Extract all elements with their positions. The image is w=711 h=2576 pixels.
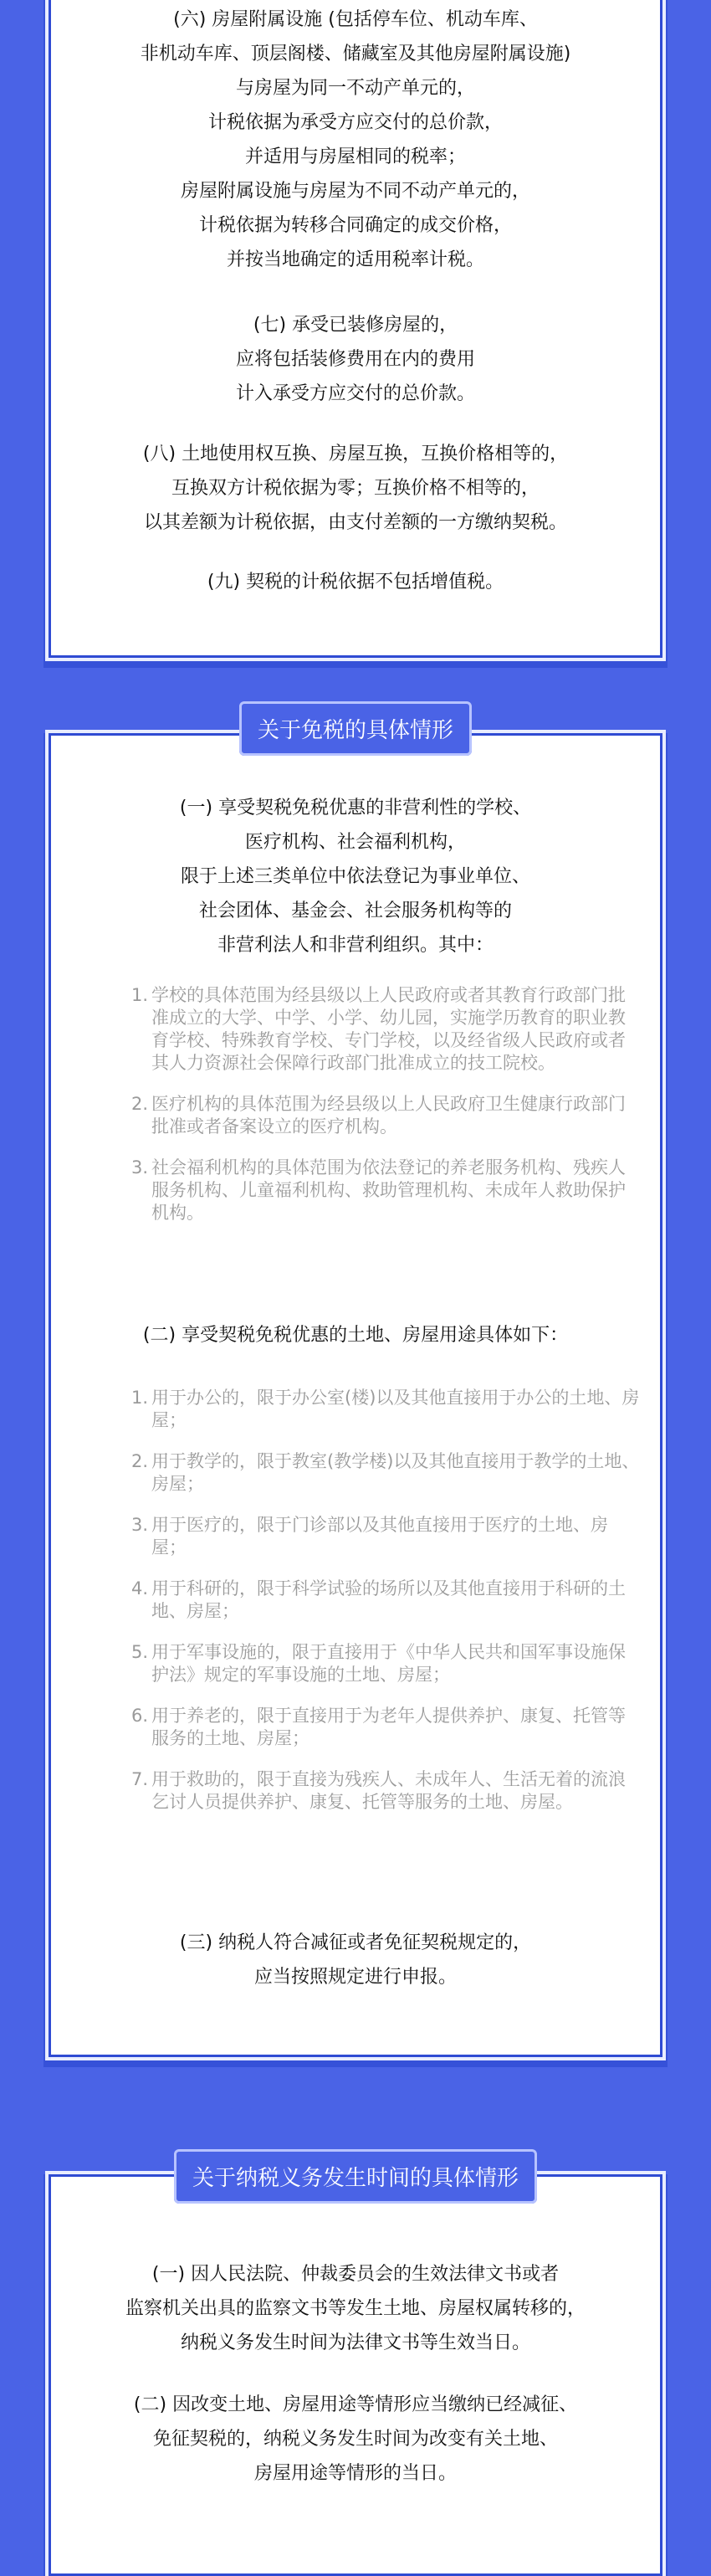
text-line: 互换双方计税依据为零；互换价格不相等的， (171, 478, 540, 499)
text-line: 应当按照规定进行申报。 (253, 1967, 457, 1988)
text-line: 医疗机构、社会福利机构， (244, 832, 466, 853)
paragraph-item-6 (51, 3, 660, 277)
list-item (131, 1641, 642, 1686)
text-line: (九) 契税的计税依据不包括增值税。 (207, 572, 504, 593)
paragraph-item-9 (51, 565, 660, 599)
list-item (131, 1093, 642, 1138)
text-line: 计入承受方应交付的总价款。 (235, 383, 475, 404)
paragraph-item-8 (51, 437, 660, 540)
section-title-obligation-time: 关于纳税义务发生时间的具体情形 (174, 2149, 537, 2204)
text-line: 社会团体、基金会、社会服务机构等的 (198, 901, 512, 921)
list-item (131, 1578, 642, 1623)
text-line: 以其差额为计税依据，由支付差额的一方缴纳契税。 (143, 512, 567, 533)
list-number: 3. (131, 1157, 149, 1178)
section-card-exemption (49, 733, 662, 2057)
text-line: 非营利法人和非营利组织。其中： (217, 935, 494, 956)
text-line: (一) 享受契税免税优惠的非营利性的学校、 (179, 798, 532, 818)
list-text: 用于养老的，限于直接用于为老年人提供养护、康复、托管等服务的土地、房屋； (151, 1706, 627, 1748)
paragraph-exemption-3 (51, 1926, 660, 1994)
text-line: (二) 享受契税免税优惠的土地、房屋用途具体如下： (142, 1325, 569, 1346)
list-number: 2. (131, 1094, 149, 1114)
institution-list (131, 984, 642, 1243)
paragraph-exemption-1 (51, 791, 660, 962)
text-line: 非机动车库、顶层阁楼、储藏室及其他房屋附属设施) (140, 44, 571, 64)
list-text: 医疗机构的具体范围为经县级以上人民政府卫生健康行政部门批准或者备案设立的医疗机构。 (151, 1094, 627, 1137)
text-line: 并按当地确定的适用税率计税。 (226, 249, 484, 270)
list-item (131, 1157, 642, 1224)
list-text: 社会福利机构的具体范围为依法登记的养老服务机构、残疾人服务机构、儿童福利机构、救助管理机构、未成年人救助保护机构。 (151, 1157, 627, 1223)
list-number: 4. (131, 1578, 149, 1598)
list-text: 用于医疗的，限于门诊部以及其他直接用于医疗的土地、房屋； (151, 1515, 609, 1557)
list-item (131, 1705, 642, 1750)
text-line: 计税依据为转移合同确定的成交价格， (198, 215, 512, 236)
list-text: 用于救助的，限于直接为残疾人、未成年人、生活无着的流浪乞讨人员提供养护、康复、托管等服务的土地、房屋。 (151, 1769, 627, 1812)
section-card-tax-basis (49, 0, 662, 658)
text-line: 并适用与房屋相同的税率； (244, 146, 466, 167)
text-line: (三) 纳税人符合减征或者免征契税规定的， (179, 1932, 532, 1953)
list-number: 1. (131, 985, 149, 1005)
paragraph-obligation-2 (51, 2388, 660, 2491)
land-use-list (131, 1387, 642, 1832)
text-line: (一) 因人民法院、仲裁委员会的生效法律文书或者 (151, 2264, 560, 2285)
text-line: 监察机关出具的监察文书等发生土地、房屋权属转移的， (125, 2298, 586, 2319)
list-item (131, 1387, 642, 1432)
section-card-obligation-time (49, 2174, 662, 2576)
text-line: 纳税义务发生时间为法律文书等生效当日。 (180, 2332, 530, 2353)
list-number: 6. (131, 1706, 149, 1726)
list-text: 用于军事设施的，限于直接用于《中华人民共和国军事设施保护法》规定的军事设施的土地、房屋； (151, 1642, 627, 1685)
text-line: 房屋附属设施与房屋为不同不动产单元的， (180, 181, 530, 202)
list-number: 5. (131, 1642, 149, 1662)
paragraph-item-7 (51, 308, 660, 411)
paragraph-exemption-2 (51, 1318, 660, 1352)
list-number: 2. (131, 1451, 149, 1471)
list-number: 7. (131, 1769, 149, 1789)
list-item (131, 1514, 642, 1559)
text-line: (八) 土地使用权互换、房屋互换，互换价格相等的， (142, 444, 569, 464)
list-number: 1. (131, 1388, 149, 1408)
text-line: 免征契税的，纳税义务发生时间为改变有关土地、 (152, 2429, 558, 2450)
text-line: 应将包括装修费用在内的费用 (235, 349, 475, 370)
list-text: 用于办公的，限于办公室(楼)以及其他直接用于办公的土地、房屋； (151, 1388, 640, 1430)
text-line: (二) 因改变土地、房屋用途等情形应当缴纳已经减征、 (133, 2394, 578, 2415)
section-title-exemption: 关于免税的具体情形 (239, 701, 472, 756)
list-text: 用于科研的，限于科学试验的场所以及其他直接用于科研的土地、房屋； (151, 1578, 627, 1621)
text-line: (六) 房屋附属设施 (包括停车位、机动车库、 (173, 9, 538, 30)
list-item (131, 1768, 642, 1814)
text-line: 计税依据为承受方应交付的总价款， (207, 112, 503, 133)
text-line: 与房屋为同一不动产单元的， (235, 78, 475, 99)
list-text: 学校的具体范围为经县级以上人民政府或者其教育行政部门批准成立的大学、中学、小学、幼儿园，实施学历教育的职业教育学校、特殊教育学校、专门学校，以及经省级人民政府或者其人力资源社会保障行政部门批准成立的技工院校。 (151, 985, 627, 1073)
text-line: 房屋用途等情形的当日。 (253, 2463, 457, 2484)
list-text: 用于教学的，限于教室(教学楼)以及其他直接用于教学的土地、房屋； (151, 1451, 640, 1494)
list-number: 3. (131, 1515, 149, 1535)
text-line: (七) 承受已装修房屋的， (253, 315, 458, 336)
paragraph-obligation-1 (51, 2257, 660, 2360)
text-line: 限于上述三类单位中依法登记为事业单位、 (180, 866, 530, 887)
list-item (131, 984, 642, 1075)
list-item (131, 1450, 642, 1496)
